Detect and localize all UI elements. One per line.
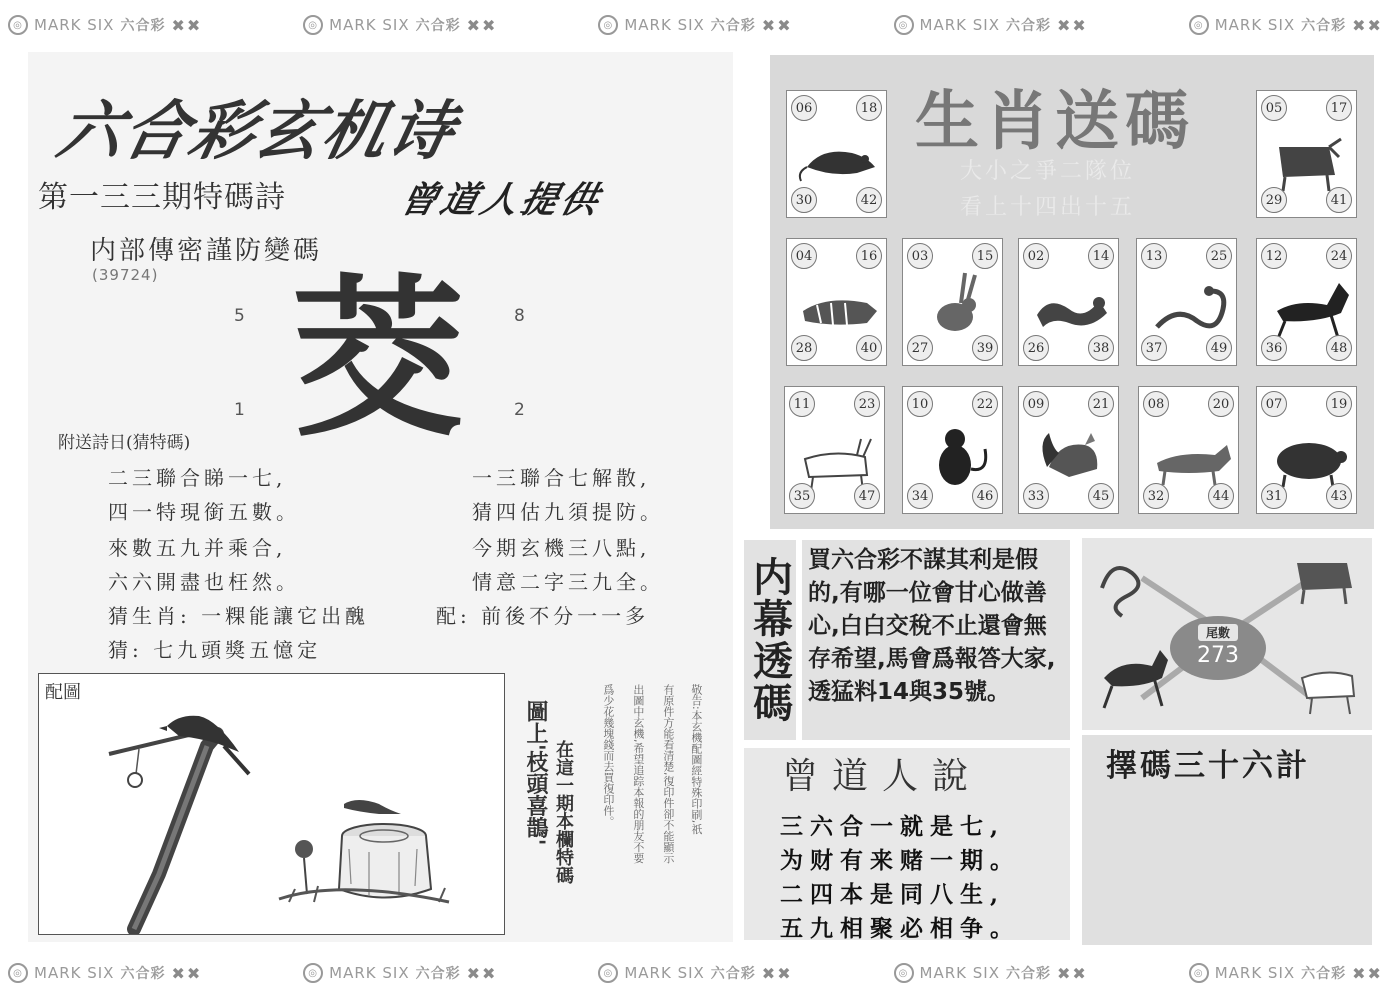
cross-icon: ✖✖	[1056, 15, 1088, 35]
zodiac-number: 05	[1261, 95, 1287, 121]
zodiac-number: 20	[1208, 391, 1234, 417]
banner-cn: 六合彩	[1005, 18, 1051, 34]
monkey-icon	[913, 413, 997, 493]
zodiac-card-goat	[784, 386, 885, 514]
zodiac-number: 43	[1326, 483, 1352, 509]
banner-unit	[894, 15, 1088, 35]
mark-six-logo-icon: ◎	[894, 15, 914, 35]
zodiac-number: 35	[789, 483, 815, 509]
taoist-poem-line: 五九相聚必相争。	[780, 915, 1020, 942]
zodiac-number: 19	[1326, 391, 1352, 417]
rabbit-icon	[913, 265, 997, 345]
horse-icon	[1267, 265, 1351, 345]
magpie-branch-illustration	[39, 674, 504, 934]
cross-icon: ✖✖	[171, 963, 203, 983]
banner-brand: MARK SIX	[624, 964, 705, 982]
zodiac-number: 21	[1088, 391, 1114, 417]
zodiac-number: 34	[907, 483, 933, 509]
mark-six-logo-icon: ◎	[894, 963, 914, 983]
rooster-icon	[1029, 413, 1113, 493]
mark-six-logo-icon: ◎	[598, 963, 618, 983]
zodiac-number: 23	[854, 391, 880, 417]
top-banner	[0, 10, 1391, 40]
riddle-picture	[38, 673, 505, 935]
zodiac-number: 26	[1023, 335, 1049, 361]
page-title: 六合彩玄机诗	[50, 95, 463, 169]
mark-six-logo-icon: ◎	[303, 15, 323, 35]
gift-poem-label: 附送詩日(猜特碼)	[58, 433, 191, 453]
zodiac-number: 40	[856, 335, 882, 361]
banner-cn: 六合彩	[1005, 966, 1051, 982]
banner-cn: 六合彩	[415, 18, 461, 34]
zodiac-number: 42	[856, 187, 882, 213]
poem-left-line: 四一特現銜五數。	[108, 500, 300, 524]
banner-brand: MARK SIX	[34, 964, 115, 982]
mark-six-logo-icon: ◎	[1189, 963, 1209, 983]
zodiac-number: 14	[1088, 243, 1114, 269]
zodiac-number: 30	[791, 187, 817, 213]
zodiac-card-pig	[1256, 386, 1357, 514]
zodiac-number: 18	[856, 95, 882, 121]
zodiac-number: 44	[1208, 483, 1234, 509]
cross-icon: ✖✖	[761, 963, 793, 983]
zodiac-number: 27	[907, 335, 933, 361]
zodiac-card-dragon	[1018, 238, 1119, 366]
banner-cn: 六合彩	[1301, 966, 1347, 982]
zodiac-card-dog	[1138, 386, 1239, 514]
zodiac-number: 32	[1143, 483, 1169, 509]
cross-icon: ✖✖	[466, 15, 498, 35]
issue-title: 第一三三期特碼詩	[38, 180, 286, 215]
poem-left-line: 來數五九并乘合,	[108, 536, 287, 560]
banner-unit	[1189, 963, 1383, 983]
corner-number-br: 2	[514, 400, 525, 420]
zodiac-number: 13	[1141, 243, 1167, 269]
zodiac-subtitle-2: 看上十四出十五	[960, 195, 1136, 220]
banner-cn: 六合彩	[120, 18, 166, 34]
banner-unit	[303, 15, 497, 35]
zodiac-number: 09	[1023, 391, 1049, 417]
banner-unit	[894, 963, 1088, 983]
zodiac-number: 11	[789, 391, 815, 417]
mark-six-logo-icon: ◎	[8, 963, 28, 983]
mark-six-logo-icon: ◎	[303, 963, 323, 983]
zodiac-number: 37	[1141, 335, 1167, 361]
zodiac-number: 45	[1088, 483, 1114, 509]
mark-six-logo-icon: ◎	[1189, 15, 1209, 35]
bottom-banner	[0, 958, 1391, 988]
zodiac-number: 36	[1261, 335, 1287, 361]
riddle-character: 茭	[292, 259, 464, 460]
provider-label: 曾道人提供	[396, 180, 607, 221]
taoist-poem-line: 二四本是同八生,	[780, 881, 1006, 908]
zodiac-number: 29	[1261, 187, 1287, 213]
corner-number-tr: 8	[514, 306, 525, 326]
zodiac-number: 46	[972, 483, 998, 509]
zodiac-number: 08	[1143, 391, 1169, 417]
zodiac-number: 38	[1088, 335, 1114, 361]
tiger-icon	[797, 265, 881, 345]
banner-cn: 六合彩	[710, 966, 756, 982]
banner-brand: MARK SIX	[34, 16, 115, 34]
inside-tips-text: 買六合彩不謀其利是假的,有哪一位會甘心做善心,白白交稅不止還會無存希望,馬會爲報答大家,透猛料14與35號。	[802, 540, 1070, 740]
zodiac-card-tiger	[786, 238, 887, 366]
zodiac-number: 07	[1261, 391, 1287, 417]
dragon-icon	[1029, 265, 1113, 345]
zodiac-number: 33	[1023, 483, 1049, 509]
zodiac-number: 16	[856, 243, 882, 269]
notice-note: 出圖中玄機,希望追踪本報的朋友不要	[631, 684, 645, 864]
zodiac-number: 04	[791, 243, 817, 269]
zodiac-number: 25	[1206, 243, 1232, 269]
corner-number-tl: 5	[234, 306, 245, 326]
zodiac-number: 41	[1326, 187, 1352, 213]
zodiac-card-rat	[786, 90, 887, 218]
pig-icon	[1267, 413, 1351, 493]
cross-icon: ✖✖	[171, 15, 203, 35]
zodiac-number: 15	[972, 243, 998, 269]
cross-icon: ✖✖	[1352, 963, 1383, 983]
banner-brand: MARK SIX	[919, 964, 1000, 982]
rat-icon	[797, 117, 881, 197]
zodiac-card-rabbit	[902, 238, 1003, 366]
cross-icon: ✖✖	[1056, 963, 1088, 983]
cross-icon: ✖✖	[1352, 15, 1383, 35]
guess-zodiac-line: 猜生肖: 一粿能讓它出醜	[108, 604, 370, 628]
notice-text: 内部傳密謹防變碼	[90, 236, 323, 266]
banner-unit	[1189, 15, 1383, 35]
banner-cn: 六合彩	[1301, 18, 1347, 34]
taoist-poem-line: 三六合一就是七,	[780, 813, 1006, 840]
zodiac-number: 47	[854, 483, 880, 509]
poem-right-line: 一三聯合七解散,	[472, 466, 651, 490]
zodiac-card-snake	[1136, 238, 1237, 366]
zodiac-number: 24	[1326, 243, 1352, 269]
zodiac-number: 31	[1261, 483, 1287, 509]
banner-brand: MARK SIX	[919, 16, 1000, 34]
strategy-title: 擇碼三十六計	[1106, 748, 1310, 784]
banner-brand: MARK SIX	[1214, 964, 1296, 982]
zodiac-subtitle-1: 大小之爭二隊位	[960, 159, 1136, 184]
picture-label: 配圖	[45, 682, 81, 703]
poem-left-line: 二三聯合睇一七,	[108, 466, 287, 490]
zodiac-number: 48	[1326, 335, 1352, 361]
zodiac-number: 02	[1023, 243, 1049, 269]
tail-number-label: 尾數	[1198, 624, 1238, 641]
banner-cn: 六合彩	[415, 966, 461, 982]
zodiac-card-rooster	[1018, 386, 1119, 514]
zodiac-title: 生肖送碼	[915, 85, 1195, 159]
banner-unit	[8, 963, 202, 983]
cross-icon: ✖✖	[761, 15, 793, 35]
banner-brand: MARK SIX	[1214, 16, 1296, 34]
banner-unit	[303, 963, 497, 983]
banner-brand: MARK SIX	[329, 16, 410, 34]
snake-icon	[1147, 265, 1231, 345]
zodiac-number: 03	[907, 243, 933, 269]
zodiac-card-monkey	[902, 386, 1003, 514]
poem-left-line: 六六開盡也枉然。	[108, 570, 300, 594]
zodiac-number: 49	[1206, 335, 1232, 361]
zodiac-card-ox	[1256, 90, 1357, 218]
inside-tips-label: 内幕透碼	[744, 540, 796, 740]
zodiac-card-horse	[1256, 238, 1357, 366]
picture-caption-1: 圖上'枝頭喜鵲'	[523, 700, 548, 846]
corner-number-bl: 1	[234, 400, 245, 420]
banner-unit	[8, 15, 202, 35]
zodiac-number: 28	[791, 335, 817, 361]
banner-brand: MARK SIX	[624, 16, 705, 34]
taoist-says-title: 曾道人說	[782, 756, 983, 797]
picture-caption-2: 在這一期本欄特碼	[553, 740, 574, 884]
cross-icon: ✖✖	[466, 963, 498, 983]
mark-six-logo-icon: ◎	[8, 15, 28, 35]
taoist-poem-line: 为财有来赌一期。	[780, 847, 1020, 874]
ox-icon	[1267, 117, 1351, 197]
zodiac-number: 10	[907, 391, 933, 417]
zodiac-number: 12	[1261, 243, 1287, 269]
banner-cn: 六合彩	[710, 18, 756, 34]
zodiac-number: 06	[791, 95, 817, 121]
poem-right-line: 情意二字三九全。	[472, 570, 664, 594]
banner-cn: 六合彩	[120, 966, 166, 982]
zodiac-number: 22	[972, 391, 998, 417]
poem-right-line: 今期玄機三八點,	[472, 536, 651, 560]
mark-six-logo-icon: ◎	[598, 15, 618, 35]
notice-note: 爲少花幾塊錢而去買復印件。	[601, 684, 615, 827]
zodiac-number: 17	[1326, 95, 1352, 121]
guess-line: 猜: 七九頭獎五憶定	[108, 638, 322, 662]
dog-icon	[1149, 413, 1233, 493]
notice-note: 有原件方能看清楚,復印件卻不能顯示	[661, 684, 675, 864]
banner-brand: MARK SIX	[329, 964, 410, 982]
tail-number-badge	[1170, 616, 1266, 680]
banner-unit	[598, 963, 792, 983]
code-number: (39724)	[92, 266, 159, 284]
zodiac-number: 39	[972, 335, 998, 361]
notice-note: 敬告:本玄機配圖經特殊印刷,祇	[689, 684, 703, 835]
goat-icon	[795, 413, 879, 493]
tail-number-value: 273	[1197, 643, 1239, 668]
poem-right-line: 猜四估九須提防。	[472, 500, 664, 524]
banner-unit	[598, 15, 792, 35]
match-line: 配: 前後不分一一多	[436, 604, 650, 628]
